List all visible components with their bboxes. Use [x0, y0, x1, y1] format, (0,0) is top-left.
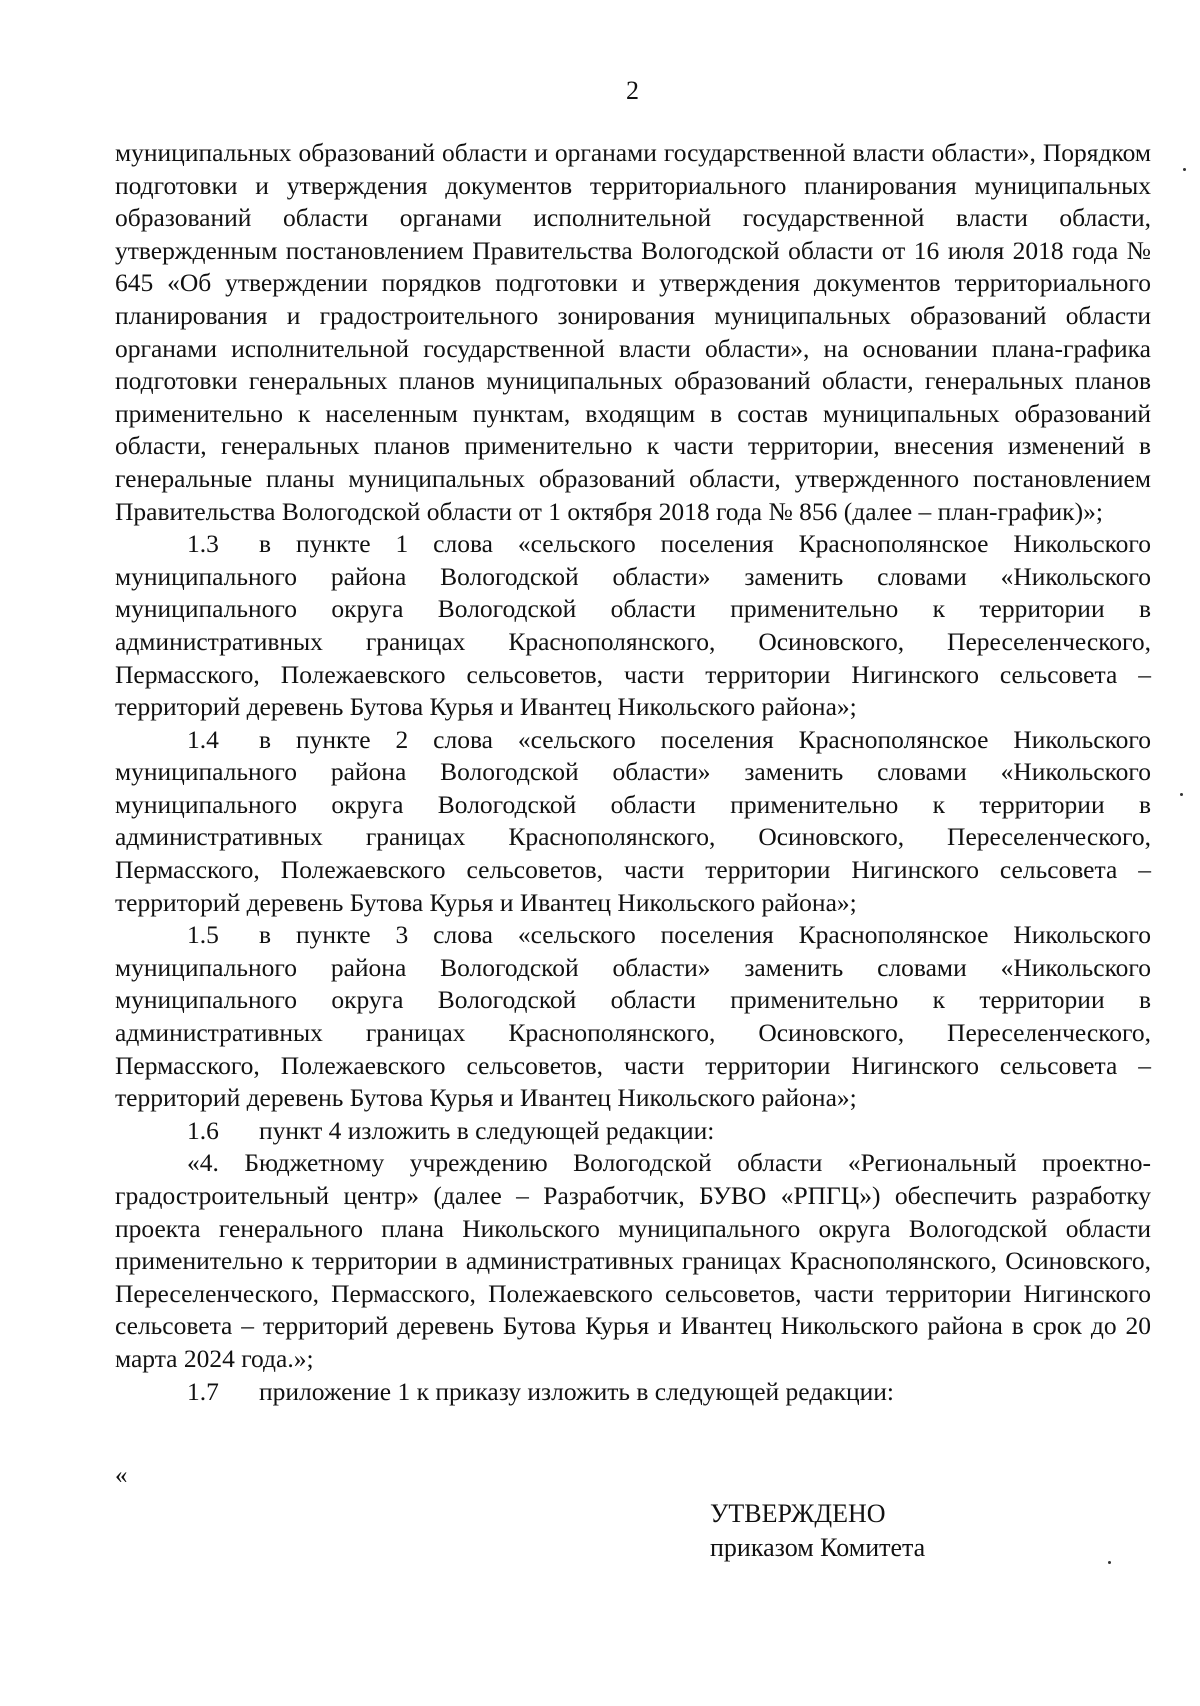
- approval-stamp-block: [710, 1497, 925, 1565]
- quoted-paragraph: «4. Бюджетному учреждению Вологодской области «Региональный проектно-градостроительный центр» (далее – Разработчик, БУВО «РПГЦ») обеспечить разработку проекта генерального плана Никольского муниципального округа Вологодской области применительно к территории в административных границах Краснополянского, Осиновского, Переселенческого, Пермасского, Полежаевского сельсоветов, части территории Нигинского сельсовета – территорий деревень Бутова Курья и Ивантец Никольского района в срок до 20 марта 2024 года.»;: [115, 1148, 1151, 1373]
- list-item: [115, 1376, 1151, 1409]
- page-number: 2: [626, 76, 639, 105]
- open-quote-mark: «: [115, 1462, 128, 1489]
- list-item: [115, 919, 1151, 1115]
- item-number: 1.3: [187, 529, 219, 559]
- approval-title: УТВЕРЖДЕНО: [710, 1499, 886, 1528]
- list-item: [115, 724, 1151, 920]
- list-item: [115, 528, 1151, 724]
- item-text: пункт 4 изложить в следующей редакции:: [259, 1115, 715, 1145]
- scan-speck: [1180, 793, 1183, 796]
- list-item: [115, 1115, 1151, 1148]
- item-number: 1.4: [187, 724, 219, 754]
- approval-subtitle: приказом Комитета: [710, 1533, 926, 1562]
- item-text: в пункте 3 слова «сельского поселения Краснополянское Никольского муниципального района Вологодской области» заменить словами «Никольского муниципального округа Вологодской области применительно к территории в административных границах Краснополянского, Осиновского, Переселенческого, Пермасского, Полежаевского сельсоветов, части территории Нигинского сельсовета – территорий деревень Бутова Курья и Ивантец Никольского района»;: [115, 920, 1151, 1113]
- item-text: в пункте 2 слова «сельского поселения Краснополянское Никольского муниципального района Вологодской области» заменить словами «Никольского муниципального округа Вологодской области применительно к территории в административных границах Краснополянского, Осиновского, Переселенческого, Пермасского, Полежаевского сельсоветов, части территории Нигинского сельсовета – территорий деревень Бутова Курья и Ивантец Никольского района»;: [115, 724, 1151, 917]
- scan-speck: [1183, 168, 1186, 171]
- item-text: в пункте 1 слова «сельского поселения Краснополянское Никольского муниципального района Вологодской области» заменить словами «Никольского муниципального округа Вологодской области применительно к территории в административных границах Краснополянского, Осиновского, Переселенческого, Пермасского, Полежаевского сельсоветов, части территории Нигинского сельсовета – территорий деревень Бутова Курья и Ивантец Никольского района»;: [115, 529, 1151, 722]
- item-number: 1.5: [187, 920, 219, 950]
- scan-speck: [1108, 1561, 1111, 1564]
- item-number: 1.7: [187, 1376, 219, 1406]
- document-body: [115, 137, 1151, 1408]
- intro-paragraph: муниципальных образований области и органами государственной власти области», Порядком подготовки и утверждения документов территориального планирования муниципальных образований области органами исполнительной государственной власти области, утвержденным постановлением Правительства Вологодской области от 16 июля 2018 года № 645 «Об утверждении порядков подготовки и утверждения документов территориального планирования и градостроительного зонирования муниципальных образований области органами исполнительной государственной власти области», на основании плана-графика подготовки генеральных планов муниципальных образований области, генеральных планов применительно к населенным пунктам, входящим в состав муниципальных образований области, генеральных планов применительно к части территории, внесения изменений в генеральные планы муниципальных образований области, утвержденного постановлением Правительства Вологодской области от 1 октября 2018 года № 856 (далее – план-график)»;: [115, 138, 1151, 526]
- item-text: приложение 1 к приказу изложить в следующей редакции:: [259, 1376, 894, 1406]
- item-number: 1.6: [187, 1115, 219, 1145]
